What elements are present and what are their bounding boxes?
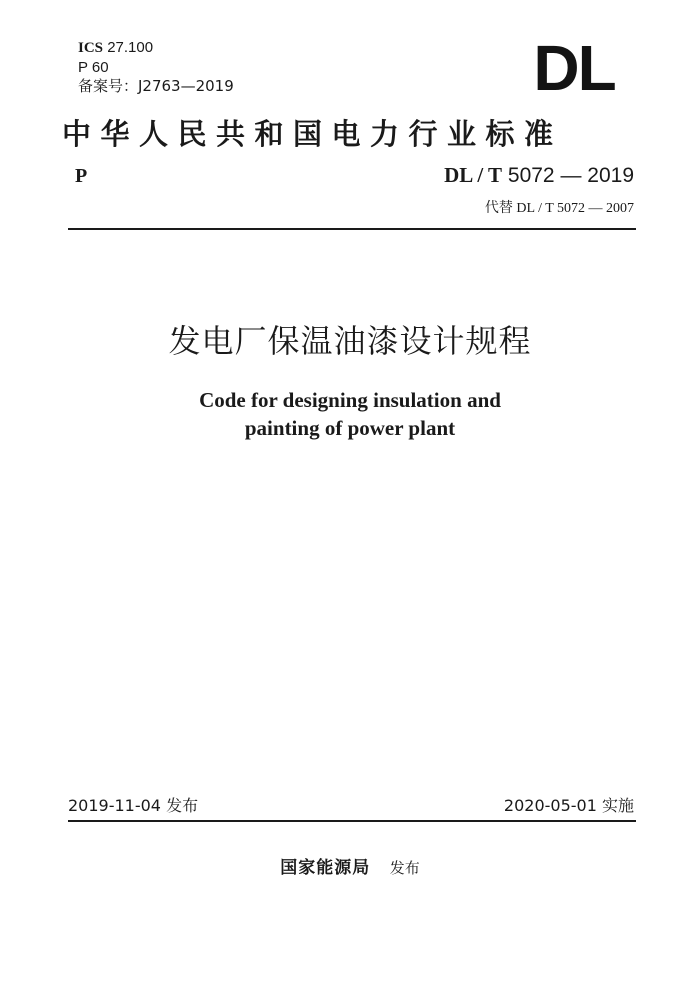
publisher-org: 国家能源局 (280, 858, 371, 878)
classification-block (78, 38, 234, 96)
standard-category: P (75, 165, 88, 187)
standard-number-value: 5072 — 2019 (507, 164, 634, 187)
publisher-line (0, 853, 700, 878)
title-english-line-2: painting of power plant (244, 416, 456, 440)
effective-date: 2020-05-01 实施 (503, 796, 634, 815)
ics-value: 27.100 (107, 39, 154, 56)
title-english-line-1: Code for designing insulation and (199, 388, 501, 412)
filing-number: 备案号：J2763—2019 (78, 77, 234, 95)
replaces-standard: 代替 DL / T 5072 — 2007 (484, 201, 634, 216)
title-chinese: 发电厂保温油漆设计规程 (168, 322, 532, 360)
industry-standard-heading: 中华人民共和国电力行业标准 (62, 117, 563, 151)
ics-label: ICS (78, 40, 104, 56)
category-code: P 60 (78, 59, 109, 76)
dl-logo: DL (533, 32, 615, 104)
title-english (0, 386, 700, 442)
issue-date: 2019-11-04 发布 (68, 796, 199, 815)
ics-code (78, 38, 234, 58)
standard-number (444, 163, 634, 188)
top-divider (68, 228, 636, 230)
standard-prefix: DL / T (444, 163, 503, 187)
publisher-action: 发布 (389, 859, 420, 877)
bottom-divider (68, 820, 636, 822)
